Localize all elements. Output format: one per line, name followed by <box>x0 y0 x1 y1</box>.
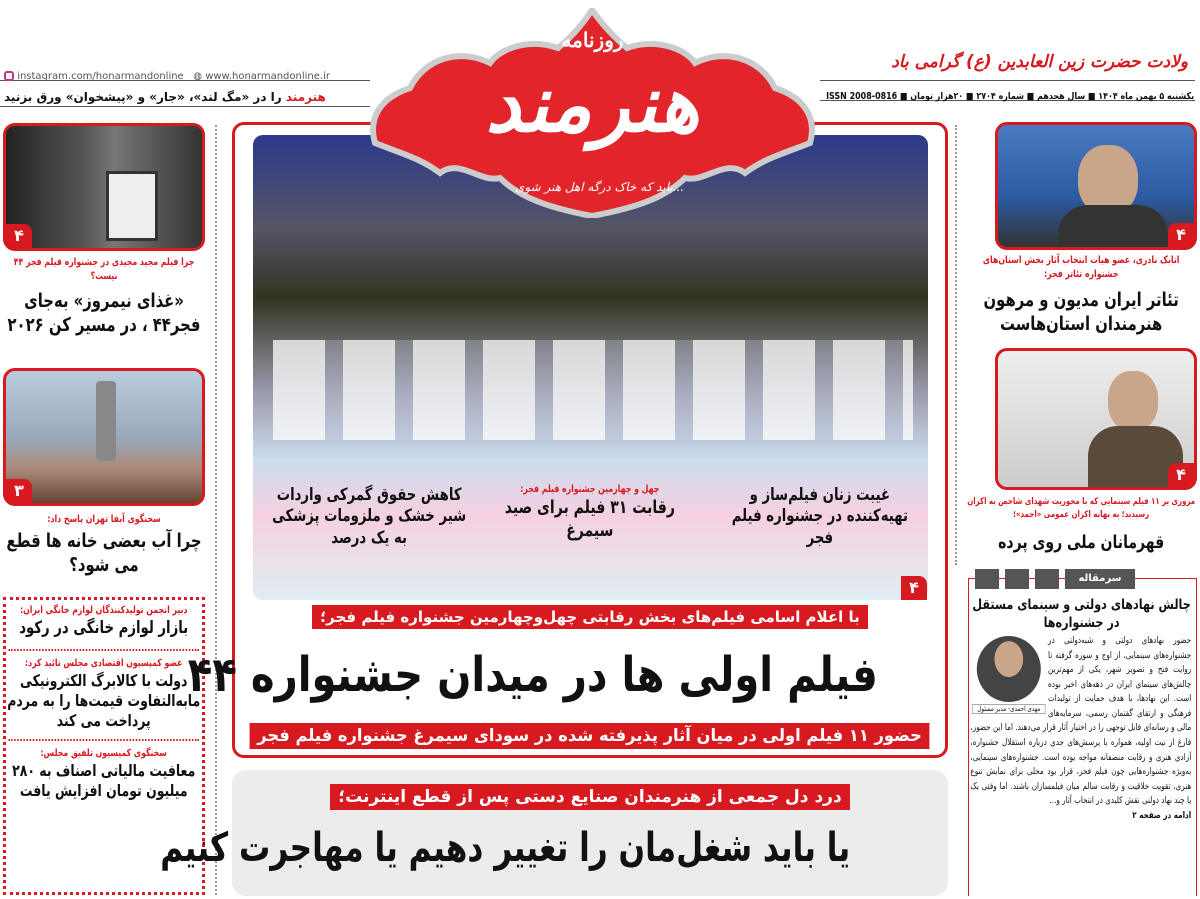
promo-brand: هنرمند <box>285 90 326 104</box>
brief-headline[interactable]: دولت با کالابرگ الکترونیکی مابه‌التفاوت قیمت‌ها را به مردم پرداخت می کند <box>7 671 201 731</box>
social-links <box>4 71 330 82</box>
main-kicker-wrap <box>235 605 945 629</box>
story-photo[interactable] <box>995 348 1197 490</box>
trophies-image <box>273 340 913 440</box>
brief-kicker: عضو کمیسیون اقتصادی مجلس تائید کرد: <box>24 658 183 670</box>
website-link[interactable]: www.honarmandonline.ir <box>205 71 330 82</box>
masthead-label: روزنامه <box>561 28 624 52</box>
page-number-badge: ۴ <box>6 224 32 248</box>
author-name: مهدی احمدی- مدیر مسئول <box>972 704 1046 714</box>
teaser-headline: غیبت زنان فیلم‌ساز و تهیه‌کننده در جشنواره فیلم فجر <box>731 485 908 548</box>
story-photo[interactable] <box>3 123 205 251</box>
divider <box>9 739 199 741</box>
editorial-body: حضور نهادهای دولتی و شبه‌دولتی در جشنواره‌های سینمایی، از اوج و سوره گرفته تا روایت فتح و تصویر شهر، یکی از مهم‌ترین چالش‌های سینمای ایران در دهه‌های اخیر بوده است. این نهادها، با هدف حمایت از تولیدات فرهنگی و ارتقای گفتمان رسمی، سرمایه‌های مالی و رسانه‌ای قابل توجهی را در اختیار آثار قرار می‌دهند. اما این حضور، فارغ از نیت اولیه، همواره با پرسش‌های جدی درباره استقلال جشنواره، آزادی هنری و رقابت منصفانه مواجه بوده است. جشنواره‌های سینمایی، به‌ویژه جشنواره‌هایی چون فیلم فجر، قرار بود محلی برای نمایش تنوع هنری، تقویت خلاقیت و رقابت سالم میان فیلمسازان باشند. اما وقتی یک یا چند نهاد دولتی نقش کلیدی در انتخاب آثار و... <box>970 636 1192 807</box>
page-number-badge: ۴ <box>1168 223 1194 247</box>
divider <box>820 80 1195 81</box>
continued-link[interactable]: ادامه در صفحه ۲ <box>1132 810 1192 821</box>
teaser[interactable] <box>725 485 915 549</box>
main-sub-wrap <box>235 723 945 749</box>
second-story-box[interactable] <box>159 770 948 896</box>
editorial-content <box>967 579 1196 821</box>
second-headline-wrap <box>159 818 948 878</box>
story-headline[interactable]: قهرمانان ملی روی پرده <box>998 532 1165 553</box>
story-photo[interactable] <box>3 368 205 506</box>
main-headline[interactable]: فیلم اولی ها در میدان جشنواره ۴۴ <box>188 647 879 703</box>
brief-headline[interactable]: معافیت مالیاتی اصناف به ۲۸۰ میلیون تومان افزایش یافت <box>12 761 196 801</box>
social-links-wrap <box>4 64 364 83</box>
promo-text: را در «مگ لند»، «جار» و «پیشخوان» ورق بزنید <box>4 90 286 104</box>
brief-kicker: سخنگوی کمیسیون تلفیق مجلس: <box>40 748 167 760</box>
masthead-motto: ...باید که خاک درگه اهل هنر شوی <box>515 180 685 194</box>
portrait-body <box>1058 205 1168 250</box>
divider <box>0 106 370 107</box>
story-headline[interactable]: «غذای نیمروز» به‌جای فجر۴۴ ، در مسیر کن ۲۰۲۶ <box>7 290 201 336</box>
story-kicker: اتابک نادری، عضو هیات انتخاب آثار بخش استان‌های جشنواره تئاتر فجر: <box>982 255 1180 280</box>
occasion-banner: ولادت حضرت زین العابدین (ع) گرامی باد <box>891 52 1188 72</box>
page-number-badge: ۴ <box>1168 463 1194 487</box>
masthead-name: هنرمند <box>485 59 700 150</box>
main-kicker: با اعلام اسامی فیلم‌های بخش رقابتی چهل‌وچهارمین جشنواره فیلم فجر؛ <box>312 605 868 629</box>
occasion-wrap <box>823 52 1188 72</box>
column-divider <box>215 125 217 895</box>
portrait-image <box>1108 371 1158 431</box>
author-avatar <box>977 636 1041 702</box>
dateline-wrap <box>824 84 1194 103</box>
brief-kicker: دبیر انجمن تولیدکنندگان لوازم خانگی ایران: <box>19 605 188 616</box>
editorial-headline[interactable]: چالش نهادهای دولتی و سینمای مستقل در جشنواره‌ها <box>972 597 1191 631</box>
column-divider <box>955 125 957 565</box>
second-kicker: درد دل جمعی از هنرمندان صنایع دستی پس از قطع اینترنت؛ <box>330 784 849 810</box>
globe-icon: ◍ <box>193 71 202 82</box>
story-kicker: سخنگوی آبفا تهران پاسخ داد: <box>47 514 161 525</box>
editorial-box <box>968 573 1197 896</box>
instagram-link[interactable]: instagram.com/honarmandonline <box>17 71 184 82</box>
brief-headline[interactable]: بازار لوازم خانگی در رکود <box>19 618 189 638</box>
author-block <box>972 636 1046 714</box>
faucet-image <box>96 381 116 461</box>
story-headline[interactable]: چرا آب بعضی خانه ها قطع می شود؟ <box>6 530 202 576</box>
teaser[interactable] <box>269 485 469 549</box>
teaser[interactable] <box>495 483 685 542</box>
teaser-headline: رقابت ۳۱ فیلم برای صید سیمرغ <box>504 497 675 541</box>
story-kicker: مروری بر ۱۱ فیلم سینمایی که با محوریت شهدای شاخص به اکران رسیدند؛ به بهانه اکران عمومی «احمد»؛ <box>967 497 1196 520</box>
main-headline-wrap <box>188 635 945 715</box>
story-headline[interactable]: تئاتر ایران مدیون و مرهون هنرمندان استان‌هاست <box>983 289 1179 335</box>
main-subheadline: حضور ۱۱ فیلم اولی در میان آثار پذیرفته شده در سودای سیمرغ جشنواره فیلم فجر <box>250 723 930 749</box>
teaser-headline: کاهش حقوق گمرکی واردات شیر خشک و ملزومات پزشکی به یک درصد <box>272 485 467 548</box>
story-photo[interactable] <box>995 122 1197 250</box>
page-number-badge: ۳ <box>6 479 32 503</box>
second-headline: یا باید شغل‌مان را تغییر دهیم یا مهاجرت کنیم <box>159 825 850 871</box>
teaser-kicker: چهل و چهارمین جشنواره فیلم فجر: <box>520 484 660 495</box>
promo-wrap <box>4 86 364 105</box>
story-kicker: چرا فیلم مجید مجیدی در جشنواره فیلم فجر ۴۴ نیست؟ <box>13 257 195 282</box>
second-kicker-wrap <box>232 784 948 810</box>
promo-line <box>4 90 326 104</box>
editorial-tab: سرمقاله <box>1065 569 1135 589</box>
instagram-icon <box>4 71 14 81</box>
masthead-logo <box>365 8 820 218</box>
dateline: یکشنبه ۵ بهمن ماه ۱۴۰۴ ■ سال هجدهم ■ شماره ۲۷۰۴ ■ ۲۰هزار تومان ■ ISSN 2008-0816 <box>825 91 1194 102</box>
page-number-badge: ۴ <box>901 576 927 600</box>
certificate-image <box>106 171 158 241</box>
